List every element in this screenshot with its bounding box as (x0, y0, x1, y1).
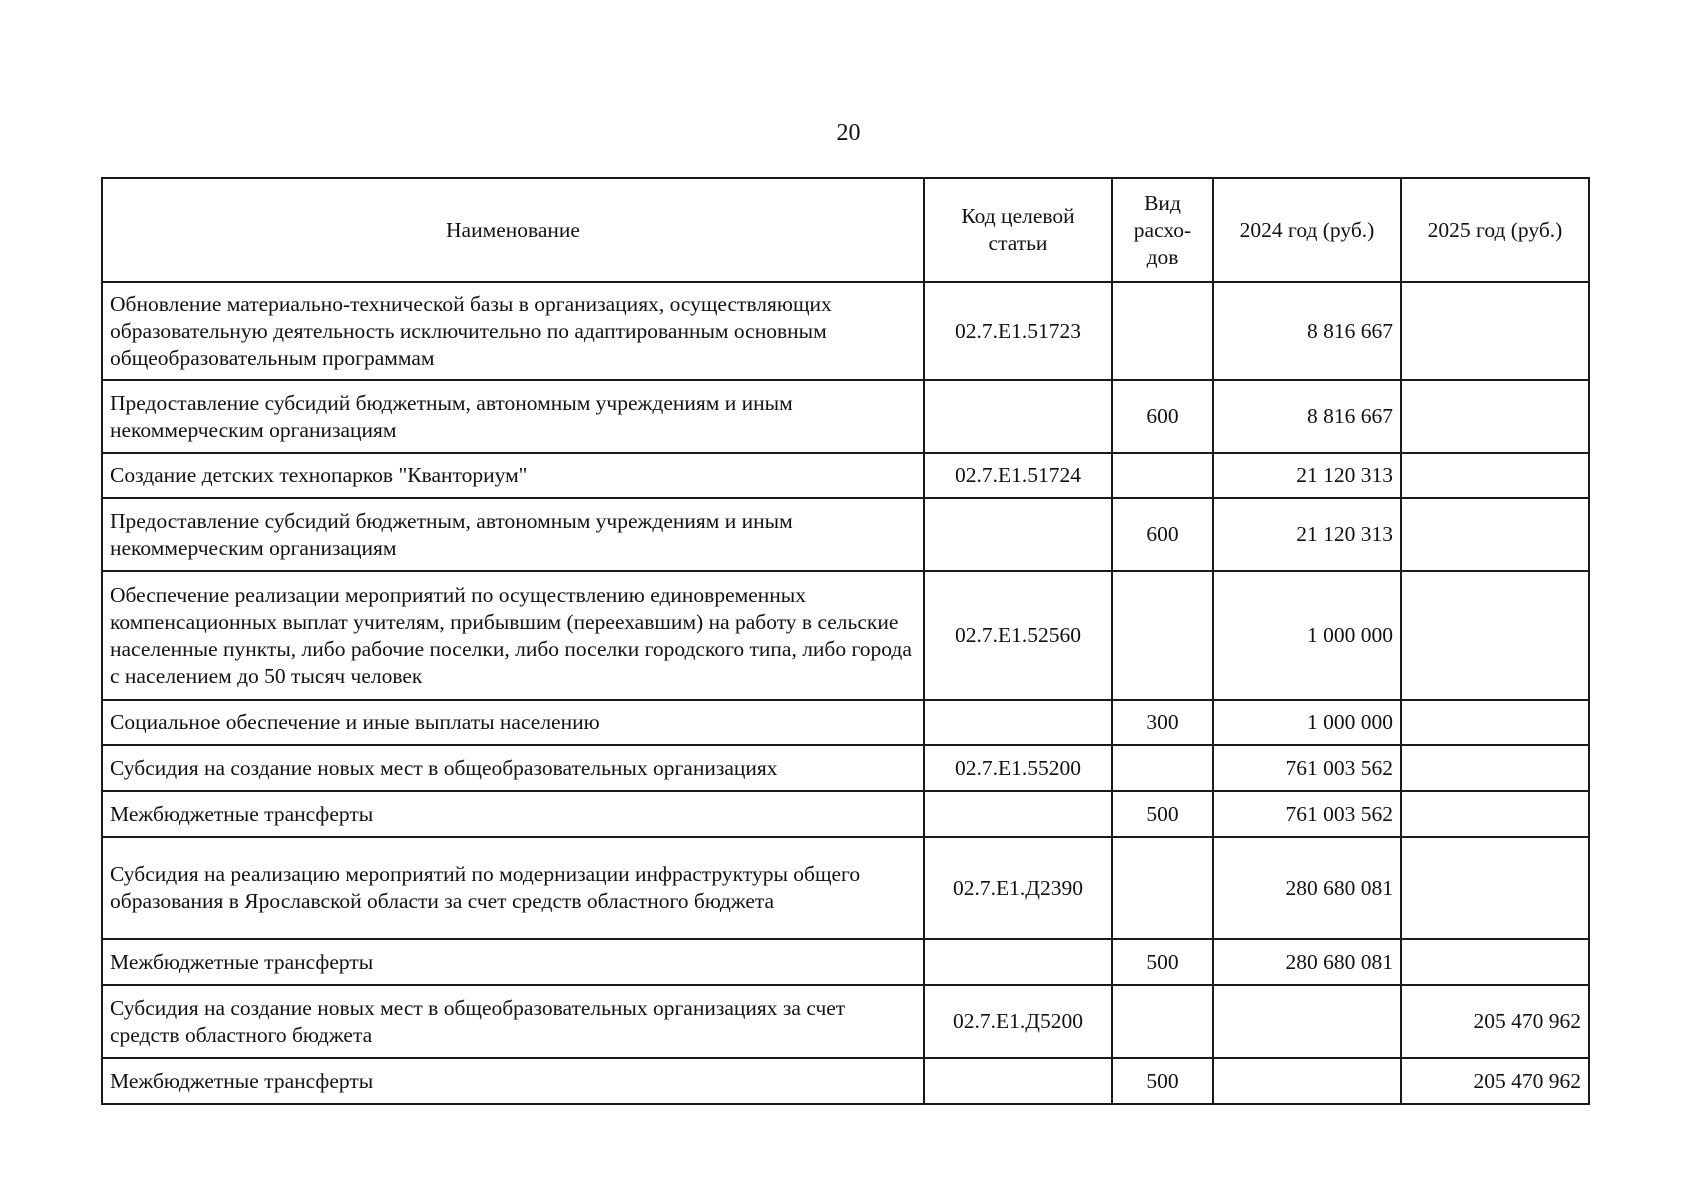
row-2025 (1401, 453, 1589, 498)
row-name: Субсидия на реализацию мероприятий по модернизации инфраструктуры общего образования в Ярославской области за счет средств областного бюджета (102, 837, 924, 939)
row-kind: 300 (1112, 700, 1213, 745)
row-name: Социальное обеспечение и иные выплаты населению (102, 700, 924, 745)
row-kind (1112, 745, 1213, 791)
row-2025 (1401, 837, 1589, 939)
row-2025 (1401, 745, 1589, 791)
row-name: Предоставление субсидий бюджетным, автономным учреждениям и иным некоммерческим организациям (102, 380, 924, 453)
row-name: Создание детских технопарков "Кванториум" (102, 453, 924, 498)
header-code: Код целевой статьи (924, 178, 1112, 282)
table-row (102, 837, 1589, 939)
row-code (924, 380, 1112, 453)
row-2025 (1401, 791, 1589, 837)
row-2024: 280 680 081 (1213, 837, 1401, 939)
table-row (102, 745, 1589, 791)
row-code (924, 700, 1112, 745)
row-code: 02.7.E1.51723 (924, 282, 1112, 380)
row-code (924, 498, 1112, 571)
row-name: Субсидия на создание новых мест в общеобразовательных организациях (102, 745, 924, 791)
row-2024 (1213, 985, 1401, 1058)
row-2024: 21 120 313 (1213, 498, 1401, 571)
row-2025: 205 470 962 (1401, 985, 1589, 1058)
row-name: Межбюджетные трансферты (102, 791, 924, 837)
row-2025 (1401, 498, 1589, 571)
row-code (924, 1058, 1112, 1104)
row-2024: 280 680 081 (1213, 939, 1401, 985)
row-kind (1112, 571, 1213, 700)
row-name: Межбюджетные трансферты (102, 939, 924, 985)
table-row (102, 985, 1589, 1058)
budget-table (101, 177, 1590, 1105)
row-name: Обеспечение реализации мероприятий по осуществлению единовременных компенсационных выплат учителям, прибывшим (переехавшим) на работу в сельские населенные пункты, либо рабочие поселки, либо поселки городского типа, либо города с населением до 50 тысяч человек (102, 571, 924, 700)
row-kind (1112, 837, 1213, 939)
table-header-row (102, 178, 1589, 282)
header-2024: 2024 год (руб.) (1213, 178, 1401, 282)
table-row (102, 453, 1589, 498)
row-kind: 600 (1112, 498, 1213, 571)
row-2024: 1 000 000 (1213, 571, 1401, 700)
table-row (102, 380, 1589, 453)
row-2025 (1401, 700, 1589, 745)
table-row (102, 700, 1589, 745)
row-name: Обновление материально-технической базы в организациях, осуществляющих образовательную деятельность исключительно по адаптированным основным общеобразовательным программам (102, 282, 924, 380)
row-name: Субсидия на создание новых мест в общеобразовательных организациях за счет средств областного бюджета (102, 985, 924, 1058)
row-2024: 21 120 313 (1213, 453, 1401, 498)
row-code (924, 939, 1112, 985)
row-2024 (1213, 1058, 1401, 1104)
row-name: Межбюджетные трансферты (102, 1058, 924, 1104)
row-code (924, 791, 1112, 837)
row-code: 02.7.E1.Д5200 (924, 985, 1112, 1058)
table-row (102, 571, 1589, 700)
row-2025 (1401, 939, 1589, 985)
table-row (102, 1058, 1589, 1104)
row-2024: 1 000 000 (1213, 700, 1401, 745)
row-kind (1112, 282, 1213, 380)
row-2024: 8 816 667 (1213, 380, 1401, 453)
row-code: 02.7.E1.Д2390 (924, 837, 1112, 939)
header-name: Наименование (102, 178, 924, 282)
row-2024: 8 816 667 (1213, 282, 1401, 380)
header-kind: Вид расхо-дов (1112, 178, 1213, 282)
row-2025 (1401, 571, 1589, 700)
row-name: Предоставление субсидий бюджетным, автономным учреждениям и иным некоммерческим организациям (102, 498, 924, 571)
row-code: 02.7.E1.51724 (924, 453, 1112, 498)
table-row (102, 282, 1589, 380)
row-2024: 761 003 562 (1213, 745, 1401, 791)
page-number: 20 (836, 120, 861, 146)
row-2025 (1401, 282, 1589, 380)
row-kind: 500 (1112, 1058, 1213, 1104)
row-code: 02.7.E1.55200 (924, 745, 1112, 791)
table-row (102, 498, 1589, 571)
row-2025: 205 470 962 (1401, 1058, 1589, 1104)
row-kind: 500 (1112, 791, 1213, 837)
table-row (102, 791, 1589, 837)
row-kind (1112, 453, 1213, 498)
row-kind: 600 (1112, 380, 1213, 453)
table-row (102, 939, 1589, 985)
header-2025: 2025 год (руб.) (1401, 178, 1589, 282)
row-2024: 761 003 562 (1213, 791, 1401, 837)
row-kind: 500 (1112, 939, 1213, 985)
row-kind (1112, 985, 1213, 1058)
row-code: 02.7.E1.52560 (924, 571, 1112, 700)
row-2025 (1401, 380, 1589, 453)
